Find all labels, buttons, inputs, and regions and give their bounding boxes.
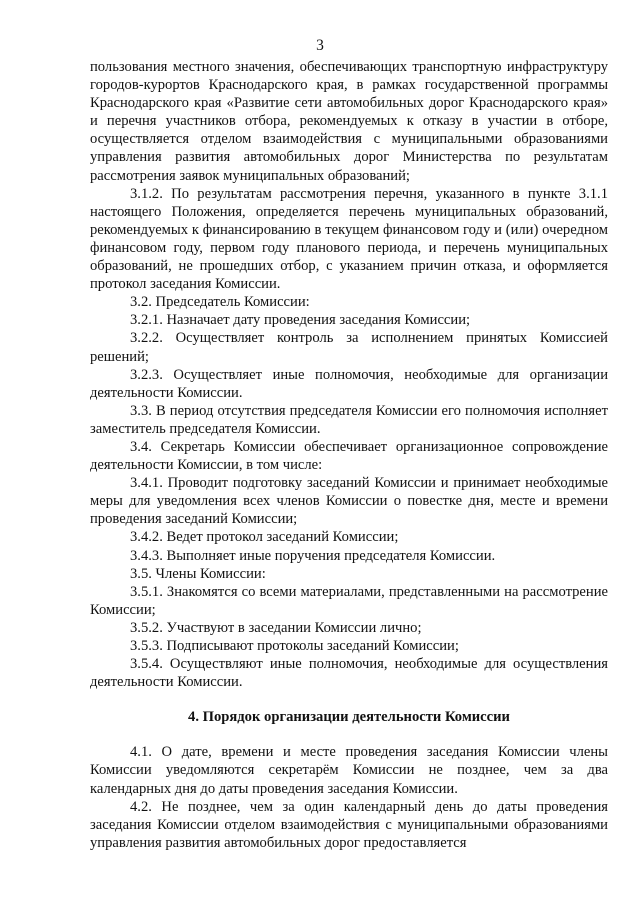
page-number: 3	[316, 37, 324, 54]
section-4-heading: 4. Порядок организации деятельности Комиссии	[188, 709, 510, 726]
paragraph-3-4-1: 3.4.1. Проводит подготовку заседаний Комиссии и принимает необходимые меры для уведомления всех членов Комиссии о повестке дня, месте и времени проведения заседаний Комиссии;	[90, 475, 608, 528]
document-body	[90, 58, 608, 852]
paragraph-3-4: 3.4. Секретарь Комиссии обеспечивает организационное сопровождение деятельности Комиссии, в том числе:	[90, 438, 608, 474]
paragraph-3-4-2: 3.4.2. Ведет протокол заседаний Комиссии;	[130, 529, 399, 546]
paragraph-4-2: 4.2. Не позднее, чем за один календарный день до даты проведения заседания Комиссии отделом взаимодействия с муниципальными образованиями управления развития автомобильных дорог предоставляется	[90, 798, 608, 851]
paragraph-3-1-1-continuation: пользования местного значения, обеспечивающих транспортную инфраструктуру городов-курортов Краснодарского края, в рамках государственной программы Краснодарского края «Развитие сети автомобильных дорог Краснодарского края» и перечня участников отбора, рекомендуемых к отказу в участии в отборе, осуществляется отделом взаимодействия с муниципальными образованиями управления развития автомобильных дорог Министерства по результатам рассмотрения заявок муниципальных образований;	[90, 59, 608, 184]
paragraph-3-2: 3.2. Председатель Комиссии:	[130, 294, 310, 311]
paragraph-3-2-1: 3.2.1. Назначает дату проведения заседания Комиссии;	[130, 312, 471, 329]
paragraph-3-3: 3.3. В период отсутствия председателя Комиссии его полномочия исполняет заместитель председателя Комиссии.	[90, 402, 608, 437]
paragraph-3-4-3: 3.4.3. Выполняет иные поручения председателя Комиссии.	[130, 547, 496, 564]
paragraph-3-5-4: 3.5.4. Осуществляют иные полномочия, необходимые для осуществления деятельности Комиссии.	[90, 656, 608, 691]
paragraph-3-2-2: 3.2.2. Осуществляет контроль за исполнением принятых Комиссией решений;	[90, 330, 608, 365]
paragraph-3-5-2: 3.5.2. Участвуют в заседании Комиссии лично;	[130, 619, 422, 636]
paragraph-3-5-1: 3.5.1. Знакомятся со всеми материалами, представленными на рассмотрение Комиссии;	[90, 583, 608, 618]
paragraph-3-5-3: 3.5.3. Подписывают протоколы заседаний Комиссии;	[130, 638, 459, 654]
paragraph-3-2-3: 3.2.3. Осуществляет иные полномочия, необходимые для организации деятельности Комиссии.	[90, 366, 608, 401]
paragraph-4-1: 4.1. О дате, времени и месте проведения заседания Комиссии члены Комиссии уведомляются секретарём Комиссии не позднее, чем за два календарных дня до даты проведения заседания Комиссии.	[90, 744, 608, 797]
paragraph-3-1-2: 3.1.2. По результатам рассмотрения перечня, указанного в пункте 3.1.1 настоящего Положения, определяется перечень муниципальных образований, рекомендуемых к финансированию в текущем финансовом году и (или) очередном финансовом году, первом году планового периода, и перечень муниципальных образований, не прошедших отбор, с указанием причин отказа, и оформляется протокол заседания Комиссии.	[90, 185, 608, 293]
paragraph-3-5: 3.5. Члены Комиссии:	[130, 565, 266, 582]
